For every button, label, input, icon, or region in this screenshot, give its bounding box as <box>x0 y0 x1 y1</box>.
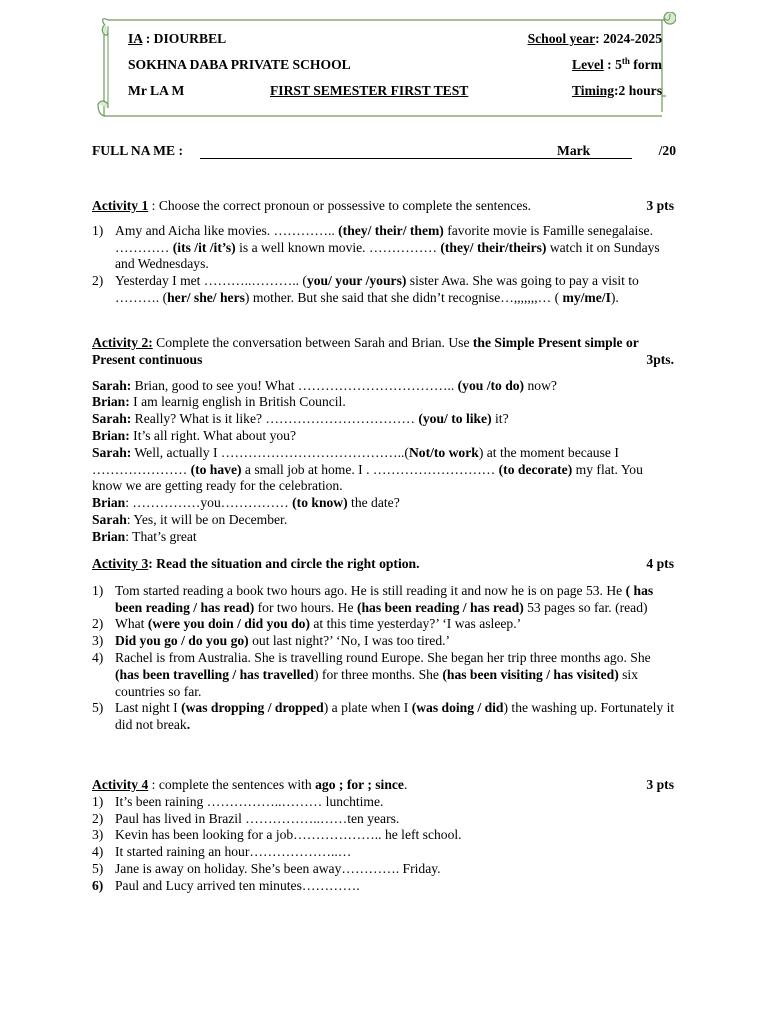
region-field: IA : DIOURBEL <box>128 31 227 46</box>
activity-1-points: 3 pts <box>646 198 674 213</box>
activity-1-label: Activity 1 <box>92 198 149 213</box>
dialogue-line: Brian: That’s great <box>92 528 197 544</box>
list-item: 4) It started raining an hour………………..… <box>92 844 352 860</box>
timing-field: Timing:2 hours <box>571 83 662 98</box>
activity-4-keywords: ago ; for ; since <box>315 777 404 792</box>
school-year-field: School year: 2024-2025 <box>527 31 662 46</box>
activity-1-section <box>92 198 676 307</box>
list-item: 1) It’s been raining ……………..……… lunchtime. <box>92 793 384 809</box>
activity-4-heading: Activity 4 : complete the sentences with ago ; for ; since. 3 pts <box>92 777 674 792</box>
activity-1-list <box>92 223 676 307</box>
header-row-3 <box>128 83 662 100</box>
activity-3-label: Activity 3 <box>92 556 149 571</box>
list-item: 2) Paul has lived in Brazil ……………..……ten years. <box>92 810 400 826</box>
student-name-row <box>92 143 676 160</box>
activity-2-label: Activity 2: <box>92 335 153 350</box>
test-title: FIRST SEMESTER FIRST TEST <box>270 83 469 98</box>
activity-3-section <box>92 556 676 734</box>
header-row-1 <box>128 31 662 48</box>
activity-1-instruction: : Choose the correct pronoun or possessive to complete the sentences. <box>148 198 532 213</box>
mark-total: /20 <box>658 143 676 158</box>
activity-4-section <box>92 777 676 895</box>
level-field: Level : 5th form <box>572 56 662 72</box>
activity-2-instruction: Complete the conversation between Sarah and Brian. Use <box>152 335 473 350</box>
dialogue-line: Sarah: Really? What is it like? …………………………… (you/ to like) it? <box>92 411 509 427</box>
teacher-name: Mr LA M <box>128 83 185 98</box>
list-item: 5) Last night I (was dropping / dropped) a plate when I (was doing / did) the washing up. Fortunately it did not break. <box>92 700 675 733</box>
dialogue <box>92 378 676 546</box>
activity-1-heading <box>92 198 676 215</box>
full-name-label: FULL NA ME : <box>92 143 184 158</box>
dialogue-line: Sarah: Yes, it will be on December. <box>92 511 288 527</box>
list-item: 6) Paul and Lucy arrived ten minutes…………. <box>92 877 360 893</box>
dialogue-line: Sarah: Well, actually I …………………………………..(Not/to work) at the moment because I ………………… (to have) a small job at home. I . ……………………… (to decorate) my flat. You know we are getting ready for the celebration. <box>92 444 643 494</box>
activity-2-heading <box>92 335 676 369</box>
activity-2-section <box>92 335 676 546</box>
activity-4-points: 3 pts <box>646 777 674 792</box>
activity-4-list <box>92 794 676 895</box>
dialogue-line: Brian: ……………you…………… (to know) the date? <box>92 495 400 511</box>
list-item: 1) Amy and Aicha like movies. ………….. (they/ their/ them) favorite movie is Famille senegalaise. ………… (its /it /it’s) is a well known movie. …………… (they/ their/theirs) watch it on Sundays and Wednesdays. <box>92 222 660 272</box>
activity-3-list <box>92 583 676 734</box>
school-name: SOKHNA DABA PRIVATE SCHOOL <box>128 57 351 72</box>
activity-3-heading <box>92 556 676 573</box>
activity-3-instruction: : Read the situation and circle the right option. <box>148 556 420 571</box>
list-item: 3) Kevin has been looking for a job……………….. he left school. <box>92 827 462 843</box>
list-item: 2) What (were you doin / did you do) at this time yesterday?’ ‘I was asleep.’ <box>92 616 522 632</box>
list-item: 2) Yesterday I met ………..……….. (you/ your /yours) sister Awa. She was going to pay a visit to ………. (her/ she/ hers) mother. But she said that she didn’t recognise…,,,,,,,… ( my/me/I). <box>92 273 639 305</box>
list-item: 3) Did you go / do you go) out last night?’ ‘No, I was too tired.’ <box>92 633 451 649</box>
list-item: 4) Rachel is from Australia. She is travelling round Europe. She began her trip three months ago. She (has been travelling / has travelled) for three months. She (has been visiting / has visited) six countries so far. <box>92 649 651 699</box>
activity-4-label: Activity 4 <box>92 777 149 792</box>
activity-2-points: 3pts. <box>646 351 674 367</box>
dialogue-line: Brian: It’s all right. What about you? <box>92 427 297 443</box>
activity-3-points: 4 pts <box>646 556 674 571</box>
mark-label: Mark <box>557 143 591 158</box>
activity-2-tenses: the Simple Present simple or Present continuous <box>92 335 639 367</box>
activity-4-instruction: : complete the sentences with <box>148 777 316 792</box>
dialogue-line: Sarah: Brian, good to see you! What …………………………….. (you /to do) now? <box>92 377 557 393</box>
list-item: 1) Tom started reading a book two hours ago. He is still reading it and now he is on page 53. He ( has been reading / has read) for two hours. He (has been reading / has read) 53 pages so far. (read) <box>92 582 654 615</box>
header-row-2 <box>128 57 662 74</box>
dialogue-line: Brian: I am learnig english in British Council. <box>92 394 346 410</box>
list-item: 5) Jane is away on holiday. She’s been away…………. Friday. <box>92 860 441 876</box>
